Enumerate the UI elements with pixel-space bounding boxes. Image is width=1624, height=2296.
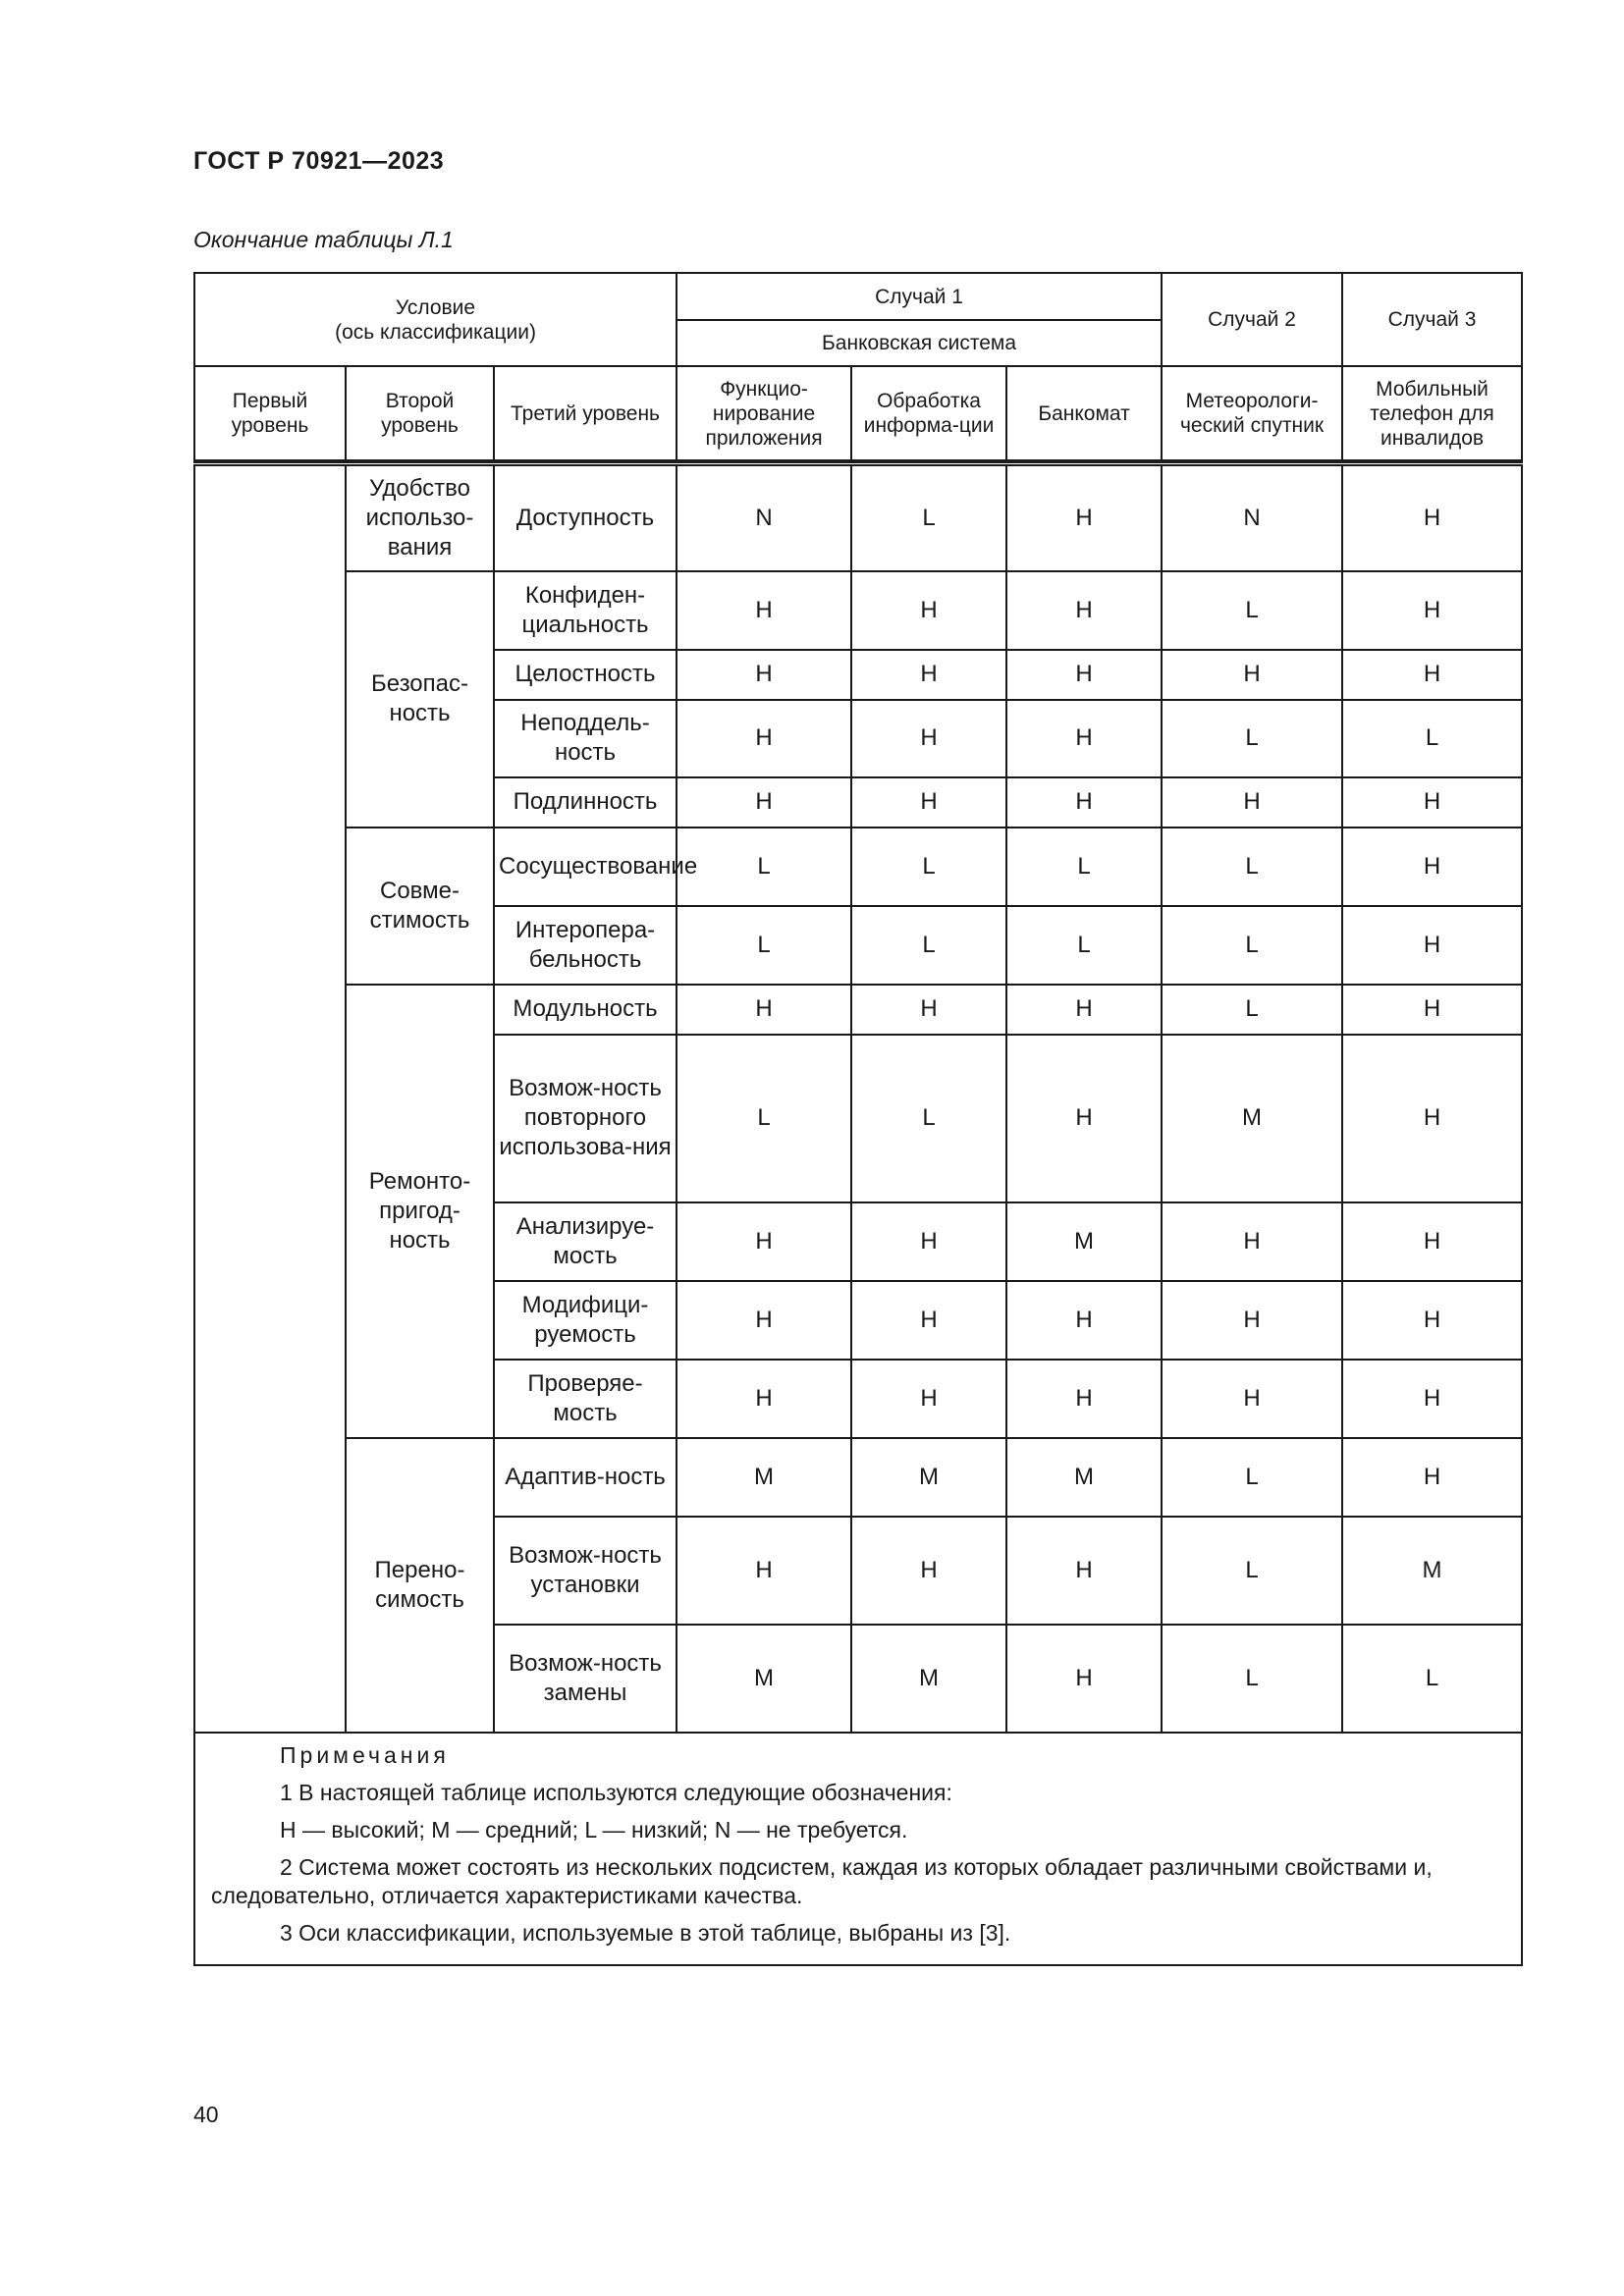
row-label: Возмож-ность повторного использова-ния	[494, 1035, 677, 1202]
value-cell: L	[1162, 700, 1342, 777]
value-cell: M	[677, 1625, 851, 1733]
value-cell: H	[1006, 1517, 1162, 1625]
value-cell: L	[1162, 985, 1342, 1035]
header-row-1	[194, 273, 1522, 320]
value-cell: M	[677, 1438, 851, 1517]
value-cell: L	[1342, 1625, 1522, 1733]
value-cell: M	[851, 1625, 1006, 1733]
table-caption: Окончание таблицы Л.1	[193, 227, 454, 252]
value-cell: H	[677, 700, 851, 777]
note-3: 3 Оси классификации, используемые в этой таблице, выбраны из [3].	[280, 1919, 1011, 1946]
value-cell: L	[851, 828, 1006, 906]
value-cell: H	[851, 985, 1006, 1035]
value-cell: H	[1162, 1360, 1342, 1438]
value-cell: H	[851, 777, 1006, 828]
value-cell: M	[1162, 1035, 1342, 1202]
level1-cell	[194, 464, 346, 1733]
row-label: Возмож-ность установки	[494, 1517, 677, 1625]
value-cell: H	[1342, 1360, 1522, 1438]
value-cell: H	[1006, 777, 1162, 828]
group-compatibility: Совме-стимость	[346, 828, 494, 985]
value-cell: L	[677, 906, 851, 985]
value-cell: H	[851, 1517, 1006, 1625]
value-cell: M	[851, 1438, 1006, 1517]
value-cell: H	[1342, 906, 1522, 985]
header-condition-title: Условие	[395, 295, 476, 319]
value-cell: H	[1006, 1625, 1162, 1733]
value-cell: H	[1342, 828, 1522, 906]
value-cell: H	[677, 1202, 851, 1281]
value-cell: H	[677, 985, 851, 1035]
value-cell: H	[677, 650, 851, 700]
notes-title: Примечания	[280, 1741, 450, 1768]
row-label: Модульность	[494, 985, 677, 1035]
header-level2: Второй уровень	[346, 366, 494, 460]
row-label: Проверяе-мость	[494, 1360, 677, 1438]
value-cell: N	[1162, 464, 1342, 571]
value-cell: H	[1162, 650, 1342, 700]
value-cell: L	[851, 1035, 1006, 1202]
row-label: Подлинность	[494, 777, 677, 828]
value-cell: H	[1342, 571, 1522, 650]
value-cell: H	[1162, 1281, 1342, 1360]
group-usability: Удобство использо-вания	[346, 464, 494, 571]
note-1-legend: H — высокий; M — средний; L — низкий; N — не требуется.	[280, 1816, 908, 1842]
value-cell: H	[1342, 650, 1522, 700]
value-cell: H	[677, 777, 851, 828]
value-cell: M	[1006, 1438, 1162, 1517]
value-cell: H	[1342, 1202, 1522, 1281]
value-cell: H	[851, 571, 1006, 650]
value-cell: L	[1162, 828, 1342, 906]
value-cell: H	[677, 1360, 851, 1438]
header-condition	[194, 273, 677, 366]
table-row	[194, 828, 1522, 906]
header-banking: Банковская система	[677, 320, 1162, 366]
value-cell: H	[851, 1281, 1006, 1360]
classification-table	[193, 272, 1523, 1966]
header-col-app: Функцио-нирование приложения	[677, 366, 851, 460]
row-label: Сосуществование	[494, 828, 677, 906]
table-row	[194, 985, 1522, 1035]
value-cell: H	[1006, 985, 1162, 1035]
document-code: ГОСТ Р 70921—2023	[193, 147, 445, 175]
table-row	[194, 571, 1522, 650]
value-cell: L	[1006, 906, 1162, 985]
value-cell: L	[1342, 700, 1522, 777]
group-portability: Перено-симость	[346, 1438, 494, 1733]
value-cell: M	[1342, 1517, 1522, 1625]
value-cell: L	[1162, 1625, 1342, 1733]
row-label: Доступность	[494, 464, 677, 571]
value-cell: H	[851, 700, 1006, 777]
value-cell: H	[677, 1517, 851, 1625]
header-col-atm: Банкомат	[1006, 366, 1162, 460]
value-cell: H	[851, 1360, 1006, 1438]
value-cell: H	[1342, 985, 1522, 1035]
value-cell: H	[1006, 1035, 1162, 1202]
value-cell: H	[1342, 777, 1522, 828]
row-label: Интеропера-бельность	[494, 906, 677, 985]
value-cell: L	[1162, 906, 1342, 985]
row-label: Целостность	[494, 650, 677, 700]
header-case1: Случай 1	[677, 273, 1162, 320]
header-level3: Третий уровень	[494, 366, 677, 460]
value-cell: H	[1342, 464, 1522, 571]
value-cell: H	[677, 1281, 851, 1360]
row-label: Возмож-ность замены	[494, 1625, 677, 1733]
value-cell: L	[851, 464, 1006, 571]
value-cell: L	[1006, 828, 1162, 906]
table-row	[194, 1438, 1522, 1517]
header-col-sat: Метеорологи-ческий спутник	[1162, 366, 1342, 460]
value-cell: H	[1342, 1438, 1522, 1517]
row-label: Конфиден-циальность	[494, 571, 677, 650]
header-case3: Случай 3	[1342, 273, 1522, 366]
value-cell: L	[677, 828, 851, 906]
value-cell: L	[851, 906, 1006, 985]
header-col-phone: Мобильный телефон для инвалидов	[1342, 366, 1522, 460]
value-cell: L	[1162, 1517, 1342, 1625]
row-label: Неподдель-ность	[494, 700, 677, 777]
value-cell: H	[1006, 650, 1162, 700]
value-cell: L	[1162, 1438, 1342, 1517]
group-maintainability: Ремонто-пригод-ность	[346, 985, 494, 1438]
value-cell: L	[677, 1035, 851, 1202]
row-label: Адаптив-ность	[494, 1438, 677, 1517]
value-cell: N	[677, 464, 851, 571]
page-number: 40	[193, 2102, 219, 2127]
value-cell: L	[1162, 571, 1342, 650]
value-cell: H	[1006, 1360, 1162, 1438]
value-cell: H	[1006, 1281, 1162, 1360]
value-cell: H	[1342, 1281, 1522, 1360]
value-cell: H	[1162, 777, 1342, 828]
group-security: Безопас-ность	[346, 571, 494, 828]
notes-row	[194, 1733, 1522, 1965]
value-cell: H	[677, 571, 851, 650]
value-cell: H	[851, 1202, 1006, 1281]
note-1: 1 В настоящей таблице используются следующие обозначения:	[280, 1779, 952, 1805]
value-cell: H	[1006, 571, 1162, 650]
row-label: Анализируе-мость	[494, 1202, 677, 1281]
header-level1: Первый уровень	[194, 366, 346, 460]
value-cell: H	[851, 650, 1006, 700]
header-condition-sub: (ось классификации)	[335, 320, 536, 344]
header-col-info: Обработка информа-ции	[851, 366, 1006, 460]
note-2: 2 Система может состоять из нескольких подсистем, каждая из которых обладает различными свойствами и, следовательно, отличается характеристиками качества.	[211, 1853, 1433, 1908]
header-case2: Случай 2	[1162, 273, 1342, 366]
value-cell: H	[1006, 464, 1162, 571]
header-row-3	[194, 366, 1522, 460]
row-label: Модифици-руемость	[494, 1281, 677, 1360]
value-cell: M	[1006, 1202, 1162, 1281]
notes-cell	[194, 1733, 1522, 1965]
value-cell: H	[1162, 1202, 1342, 1281]
table-row	[194, 464, 1522, 571]
value-cell: H	[1342, 1035, 1522, 1202]
value-cell: H	[1006, 700, 1162, 777]
